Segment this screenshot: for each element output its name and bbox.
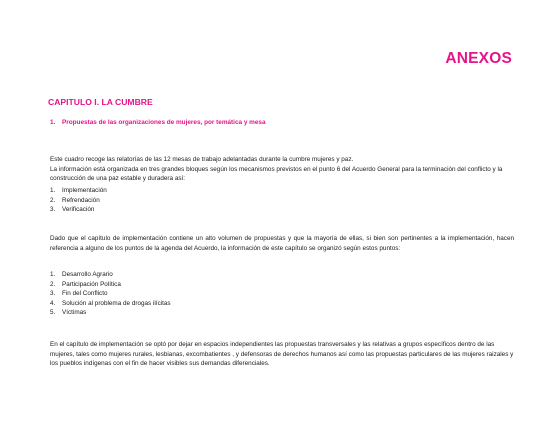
points-list <box>50 270 171 318</box>
chapter-title: CAPITULO I. LA CUMBRE <box>48 97 153 107</box>
list-item-number: 3. <box>50 290 56 298</box>
list-item-number: 1. <box>50 187 56 194</box>
intro-line-2: La información está organizada en tres grandes bloques según los mecanismos previstos en el punto 6 del Acuerdo General para la terminación del conflicto y la construcción de una paz estable y duradera así: <box>50 165 503 182</box>
list-item-label: Implementación <box>62 187 107 194</box>
list-item-label: Fin del Conflicto <box>62 290 108 298</box>
intro-paragraph <box>50 155 514 184</box>
list-item <box>50 289 171 299</box>
section-number: 1. <box>50 119 56 126</box>
list-item-number: 5. <box>50 309 56 317</box>
list-item <box>50 299 171 309</box>
list-item-label: Víctimas <box>62 309 87 317</box>
list-item-number: 2. <box>50 280 56 288</box>
list-item-label: Refrendación <box>62 196 100 204</box>
list-item-number: 2. <box>50 196 56 204</box>
implementation-text: Dado que el capítulo de implementación contiene un alto volumen de propuestas y que la mayoría de ellas, si bien son pertinentes a la implementación, hacen referencia a alguno de los puntos de la agenda del Acuerdo, la información de este capítulo se organizó según estos puntos: <box>50 235 514 252</box>
list-item-number: 3. <box>50 206 56 214</box>
list-item <box>50 308 171 318</box>
list-item-label: Participación Política <box>62 280 121 288</box>
list-item <box>50 196 107 206</box>
list-item <box>50 280 171 290</box>
closing-text: En el capítulo de implementación se optó por dejar en espacios independientes las propuestas transversales y las relativas a grupos específicos dentro de las mujeres, tales como mujeres rurales, lesbianas, excombatientes , y defensoras de derechos humanos así como las propuestas particulares de las mujeres raizales y los pueblos indígenas con el fin de hacer visibles sus demandas diferenciales. <box>50 341 514 367</box>
blocks-list <box>50 186 107 215</box>
list-item-number: 4. <box>50 299 56 307</box>
closing-paragraph <box>50 340 514 369</box>
list-item <box>50 270 171 280</box>
list-item-number: 1. <box>50 271 56 278</box>
implementation-paragraph <box>50 234 514 253</box>
list-item-label: Desarrollo Agrario <box>62 271 113 278</box>
list-item-label: Verificación <box>62 206 95 214</box>
section-heading <box>50 119 266 126</box>
list-item-label: Solución al problema de drogas ilícitas <box>62 299 171 307</box>
list-item <box>50 186 107 196</box>
list-item <box>50 205 107 215</box>
intro-line-1: Este cuadro recoge las relatorías de las 12 mesas de trabajo adelantadas durante la cumbre mujeres y paz. <box>50 156 354 163</box>
annex-title: ANEXOS <box>445 50 512 67</box>
section-title: Propuestas de las organizaciones de mujeres, por temática y mesa <box>62 119 266 126</box>
